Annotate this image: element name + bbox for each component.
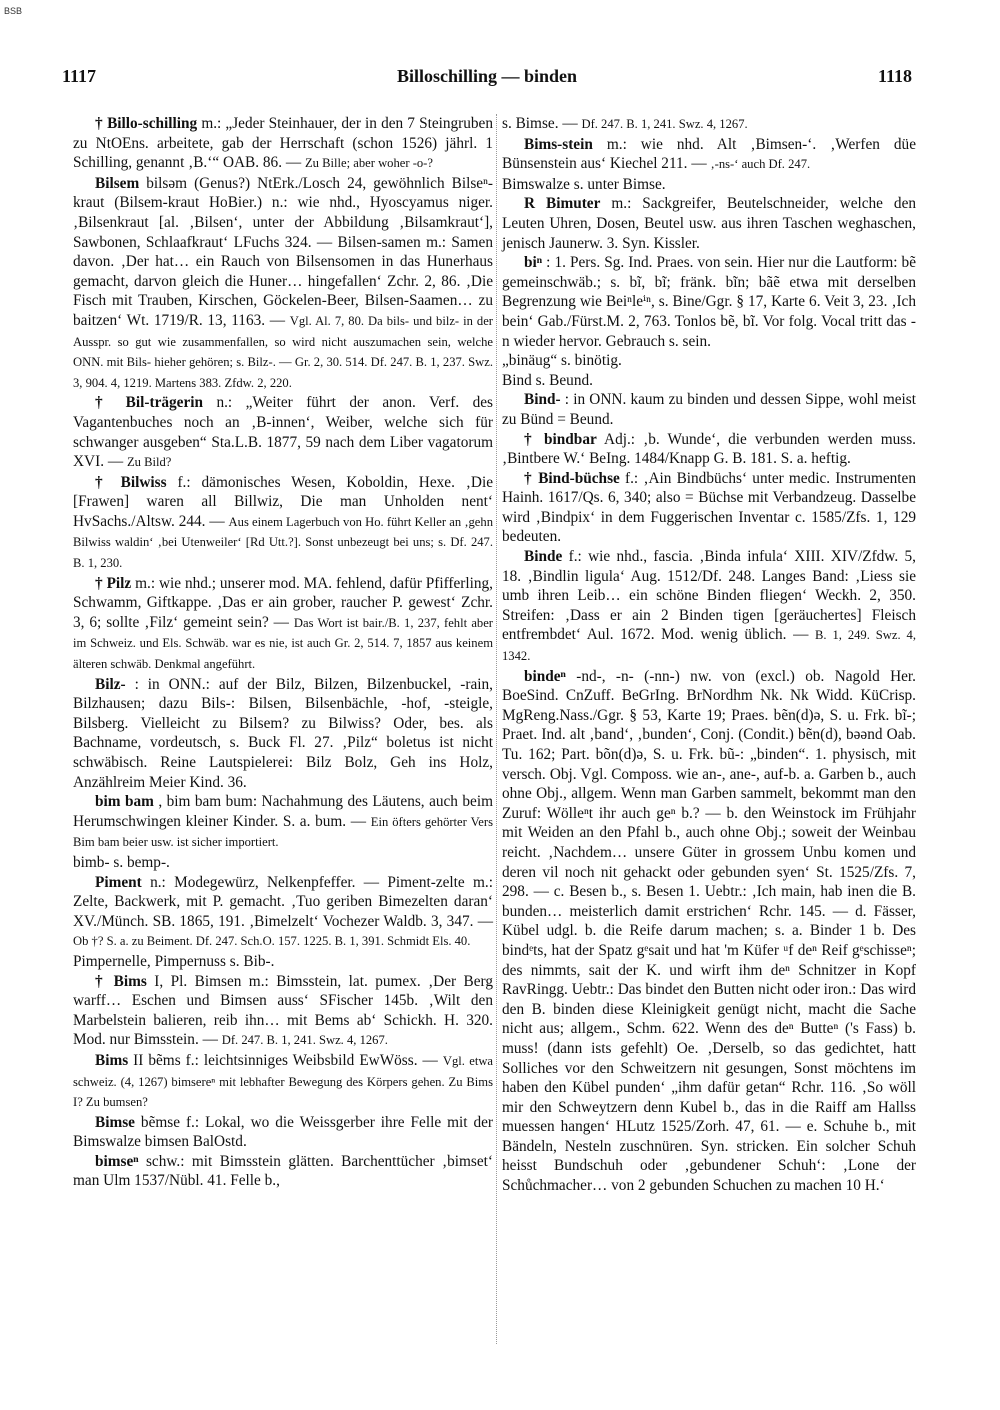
entry-note: Das Wort ist bair./B. 1, 237, fehlt aber im Schweiz. und Els. Schwäb. war es nie, ist auch Gr. 2, 514. 7, 1857 aus keinem älteren schwäb. Denkmal angeführt.: [73, 615, 493, 672]
entry-body: Bind s. Beund.: [502, 371, 593, 389]
entry-headword: † Bil-trägerin: [95, 394, 203, 412]
entry-headword: Bims-stein: [524, 135, 593, 153]
entry-note: Aus einem Lagerbuch von Ho. führt Keller an ‚gehn Bilwiss waldin‘ ‚bei Utenweiler‘ [Rd Utt.?]. Sonst unbezeugt bei uns; s. Df. 247. B. 1, 230.: [73, 514, 493, 571]
entry-note: Ein öfters gehörter Vers Bim bam beier usw. ist sicher importiert.: [73, 814, 493, 850]
entry-body: Bimswalze s. unter Bimse.: [502, 175, 666, 193]
entry-body: bẽmse f.: Lokal, wo die Weissgerber ihre Felle mit der Bimswalze bimsen BalOstd.: [73, 1113, 493, 1151]
dictionary-entry: [73, 873, 493, 952]
page-header: [62, 66, 912, 92]
entry-body: m.: wie nhd. Alt ‚Bimsen-‘. ‚Werfen düe Bünsenstein aus‘ Kiechel 211. —: [502, 135, 916, 173]
dictionary-entry: [73, 1113, 493, 1152]
entry-body: f.: wie nhd., fascia. ‚Binda infula‘ XIII. XIV/Zfdw. 5, 18. ‚Bindlin ligula‘ Aug. 1512/Df. 248. Langes Band: ‚Liess sie umb ihren Leib… ein schöne Binden fliegen‘ Weckh. 2, 350. Streifen: ‚Dass er ain 2 Binden tigen [geräuchertes] Fleisch entfrembdet‘ Aul. 1672. Mod. wenig üblich. —: [502, 548, 916, 644]
entry-note: B. 1, 249. Swz. 4, 1342.: [502, 628, 916, 664]
dictionary-entry: [73, 792, 493, 853]
entry-headword: R Bimuter: [524, 195, 601, 213]
entry-body: „binäug“ s. binötig.: [502, 352, 622, 370]
entry-body: bilsəm (Genus?) NtErk./Losch 24, gewöhnlich Bilseⁿ-kraut (Bilsem-kraut HoBier.) n.: wie nhd., Hyoscyamus niger. ‚Bilsenkraut [al. ‚Bilsen‘, unter der Abbildung ‚Bilsamkraut‘], Sawbonen, Schlaafkraut‘ LFuchs 324. — Bilsen-samen m.: Samen davon. ‚Der hat… ein Rauch von Bilsensomen in das Hunerhaus gemacht, darvon gleich die Huner… hingefallen‘ Zchr. 2, 86. ‚Die Fisch mit Trauben, Kirschen, Göckelen-Beer, Bilsen-Saamen… zu baitzen‘ Wt. 1719/R. 13, 1163. —: [73, 174, 493, 329]
entry-headword: biⁿ: [524, 254, 543, 272]
dictionary-entry: [502, 667, 916, 1196]
dictionary-entry: [502, 135, 916, 175]
entry-note: Df. 247. B. 1, 241. Swz. 4, 1267.: [581, 117, 748, 131]
entry-body: n.: „Weiter führt der anon. Verf. des Vagantenbuches noch an ‚B-innen‘, Weiber, welche sich für schwanger ausgeben“ Sta.L.B. 1877, 59 nach dem Liber vagatorum XVI. —: [73, 394, 493, 471]
entry-body: f.: dämonisches Wesen, Koboldin, Hexe. ‚Die [Frawen] waren all Billwiz, Die man Unholden nent‘ HvSachs./Altsw. 244. —: [73, 473, 493, 530]
entry-headword: † Bind-büchse: [524, 469, 620, 487]
entry-note: Zu Bille; aber woher -o-?: [304, 156, 433, 171]
page-number-left: 1117: [62, 66, 97, 86]
entry-body: m.: wie nhd.; unserer mod. MA. fehlend, dafür Pfifferling, Schwamm, Giftkappe. ‚Das er ain grober, raucher P. gewest‘ Zchr. 3, 6; sollte ‚Filz‘ gemeint sein? —: [73, 574, 494, 631]
entry-note: Vgl. etwa schweiz. (4, 1267) bimsereⁿ mit lebhafter Bewegung des Körpers gehen. Zu Bims I? Zu bumsen?: [73, 1053, 494, 1110]
entry-body: -nd-, -n- (-nn-) nw. von (excl.) ob. Nagold Her. BoeSind. CnZuff. BeGrIng. BrNordhm Nk. Nk Widd. KüCrisp. MgReng.Nass./Ggr. § 53, Karte 19; Praes. bẽn(d)ə, S. u. Frk. bĩ-; Praet. Ind. alt ‚band‘, ‚bunden‘, Conj. (Condit.) bẽn(d), bəənd Oab. Tu. 162; Part. bõn(d)ə, S. u. Frk. bũ-: „binden“. 1. physisch, mit versch. Obj. Vgl. Composs. wie an-, ane-, auf-b. a. Garben b., auch ohne Obj., allgem. Wenn man Garben sammelt, bekommt man den Zuruf: Wölleⁿt ihr auch geⁿ b.? — b. den Weinstock im Frühjahr mit Weiden an den Pfahl b., auch ohne Obj.; soweit der Weinbau reicht. ‚Nachdem… unsere Güter in grossem Unbu komen und deren vil noch nit gehackt oder gebunden syen‘ St. 1525/Zfs. 7, 298. — c. Besen b., s. Besen 1. Uebtr.: ‚Ich main, hab inen die B. bunden… meisterlich damit erstrichen‘ Rchr. 145. — d. Fässer, Kübel udgl. b. die Reife darum machen; s. a. Binder 1 b. Des bindᵉts, hat der Spatz gᵉsait und hat 'm Küfer ᵘf deⁿ Reif gᵉschisseⁿ; des nimmts, sait der K. und wirft ihm deⁿ Schnitzer in Kopf RavRingg. Uebtr.: Das bindet den Butten nicht oder iron.: Das wird den B. binden diese Kleinigkeit genügt nicht, macht die Sache nicht aus; allgem., Schm. 622. Wenn des deⁿ Butteⁿ ('s Fass) b. muss! (dann ists gefehlt) Oe. ‚Derselb, so das gedichtet, hatt Solliches vor den Schweitzern nit gesungen, Sonst möchtens im haben den Kübel punden‘ „ihm dafür getan“ Rchr. 116. ‚So wöll mir den Schweytzern denn Kubel b., das in die Raiff am Hallss muessen hangen‘ HLutz 1525/Zorh. 47, 61. — e. Schuhe b., mit Bändeln, Nesteln zuschnüren. Syn. stricken. Ein solcher Schuh heisst Bundschuh oder ‚gebundener Schuh‘: ‚Lone der Schůchmacher… von 2 gebunden Schuchen zu machen 10 H.‘: [502, 667, 917, 1195]
entry-headword: Bilsem: [95, 174, 140, 192]
entry-note: Df. 247. B. 1, 241. Swz. 4, 1267.: [221, 1033, 388, 1048]
dictionary-entry: [502, 469, 916, 547]
dictionary-entry: [73, 574, 493, 675]
entry-headword: bim bam: [95, 793, 154, 811]
dictionary-entry: [502, 371, 916, 391]
dictionary-entry: [502, 430, 916, 469]
entry-note: ‚-ns-‘ auch Df. 247.: [710, 157, 811, 172]
entry-body: : in ONN.: auf der Bilz, Bilzen, Bilzenbuckel, -rain, Bilzhausen; dazu Bils-: Bilsen, Bilsenbächle, -hof, -steigle, Bilsberg. Vielleicht zu Bilsem? zu Bilwiss? Oder, bes. als Bachname, vordeutsch, s. Buck Fl. 27. ‚Pilz“ boletus ist nicht schwäbisch. Reine Lautspielerei: Bilz Bolz, Geh ins Holz, Anzählreim Meier Kind. 36.: [73, 675, 493, 791]
dictionary-entry: [502, 253, 916, 351]
left-column: [73, 114, 493, 1191]
dictionary-entry: [502, 351, 916, 371]
entry-body: I, Pl. Bimsen m.: Bimsstein, lat. pumex. ‚Der Berg warff… Eschen und Bimsen auss‘ SFischer 145b. ‚Wilt den Marbelstein balieren, reib ihn… mit Bems ab‘ Schickh. H. 320. Mod. nur Bimsstein. —: [73, 972, 494, 1049]
column-divider: [496, 114, 497, 1344]
entry-headword: † bindbar: [524, 430, 597, 448]
entry-headword: bindeⁿ: [524, 667, 566, 685]
entry-body: n.: Modegewürz, Nelkenpfeffer. — Piment-zelte m.: Zelte, Backwerk, mit P. gemacht. ‚Tuo geriben Bimezelten daran‘ XV./Münch. SB. 1865, 191. ‚Bimelzelt‘ Vochezer Waldb. 3, 347. —: [73, 873, 493, 930]
dictionary-entry: [73, 952, 493, 972]
entry-body: II bẽms f.: leichtsinniges Weibsbild EwWöss. —: [133, 1051, 438, 1069]
entry-headword: Bind-: [524, 391, 561, 409]
dictionary-entry: [73, 1051, 493, 1113]
entry-body: Pimpernelle, Pimpernuss s. Bib-.: [73, 952, 275, 970]
entry-body: m.: „Jeder Steinhauer, der in den 7 Steingruben zu NtOEns. arbeitete, gab der Herrschaft (schon 1526) jährl. 1 Schilling, genannt ‚B.‘“ OAB. 86. —: [73, 115, 493, 172]
entry-body: schw.: mit Bimsstein glätten. Barchenttücher ‚bimset‘ man Ulm 1537/Nübl. 41. Felle b.,: [73, 1152, 494, 1190]
entry-body: : in ONN. kaum zu binden und dessen Sippe, wohl meist zu Bünd = Beund.: [502, 391, 916, 428]
dictionary-entry: [73, 473, 493, 574]
entry-note: Ob †? S. a. zu Beiment. Df. 247. Sch.O. 157. 1225. B. 1, 391. Schmidt Els. 40.: [73, 934, 471, 949]
library-stamp: BSB: [4, 6, 23, 16]
dictionary-entry: [73, 972, 493, 1051]
dictionary-entry: [73, 114, 493, 174]
entry-headword: Bims: [95, 1051, 129, 1069]
running-title: Billoschilling — binden: [396, 66, 578, 86]
right-column: [502, 114, 916, 1196]
entry-headword: Bilz-: [95, 675, 126, 693]
dictionary-entry: [502, 175, 916, 195]
entry-body: bimb- s. bemp-.: [73, 853, 170, 871]
dictionary-entry: [73, 174, 493, 394]
entry-note: Vgl. Al. 7, 80. Da bils- und bilz- in der Ausspr. so gut wie zusammenfallen, so wird nicht auszumachen sein, welche ONN. mit Bils- hieher gehören; s. Bilz-. — Gr. 2, 30. 514. Df. 247. B. 1, 237. Swz. 3, 904. 4, 1219. Martens 383. Zfdw. 2, 220.: [73, 313, 493, 390]
dictionary-entry: [73, 1152, 493, 1191]
entry-body: m.: Sackgreifer, Beutelschneider, welche den Leuten Uhren, Dosen, Beutel usw. aus ihren Taschen weghaschen, jenisch Jaunerw. 3. Syn. Kissler.: [502, 195, 917, 252]
entry-headword: Piment: [95, 873, 142, 891]
entry-body: , bim bam bum: Nachahmung des Läutens, auch beim Herumschwingen kleiner Kinder. S. a. bum. —: [73, 793, 493, 830]
entry-headword: † Billo-schilling: [95, 115, 198, 132]
dictionary-entry: [73, 675, 493, 793]
entry-body: : 1. Pers. Sg. Ind. Praes. von sein. Hier nur die Lautform: bẽ gemeinschwäb.; s. bĩ, bĩ; fränk. bĩn; bãẽ etwa mit derselben Begrenzung wie Beiⁿleⁱⁿ, s. Bine/Ggr. § 17, Karte 6. Veit 3, 23. ‚Ich bein‘ Gab./Fürst.M. 2, 763. Tonlos bẽ, bĩ. Vor folg. Vocal tritt das -n wieder hervor. Gebrauch s. sein.: [502, 254, 916, 350]
page-number-right: 1118: [877, 66, 912, 86]
dictionary-entry: [502, 194, 916, 253]
dictionary-entry: [73, 393, 493, 472]
entry-headword: bimseⁿ: [95, 1152, 139, 1170]
entry-headword: † Bims: [95, 972, 147, 990]
entry-body: f.: ‚Ain Bindbüchs‘ unter medic. Instrumenten Hainh. 1617/Qs. 6, 340; also = Büchse mit Verbandzeug. Dasselbe wird ‚Bindpix‘ in dem Fuggerischen Inventar c. 1585/Zfs. 1, 129 bedeuten.: [502, 469, 916, 546]
dictionary-entry: [502, 547, 916, 667]
entry-headword: Bimse: [95, 1113, 135, 1131]
dictionary-entry: [502, 390, 916, 429]
entry-body: s. Bimse. —: [502, 115, 578, 132]
entry-headword: Binde: [524, 548, 563, 566]
entry-body: Adj.: ‚b. Wunde‘, die verbunden werden muss. ‚Bintbere W.‘ BeIng. 1484/Knapp G. B. 181. S. a. heftig.: [502, 430, 916, 468]
entry-note: Zu Bild?: [126, 455, 172, 470]
dictionary-entry: [502, 114, 916, 135]
entry-headword: † Bilwiss: [95, 473, 167, 491]
entry-headword: † Pilz: [95, 574, 132, 592]
dictionary-entry: [73, 853, 493, 873]
